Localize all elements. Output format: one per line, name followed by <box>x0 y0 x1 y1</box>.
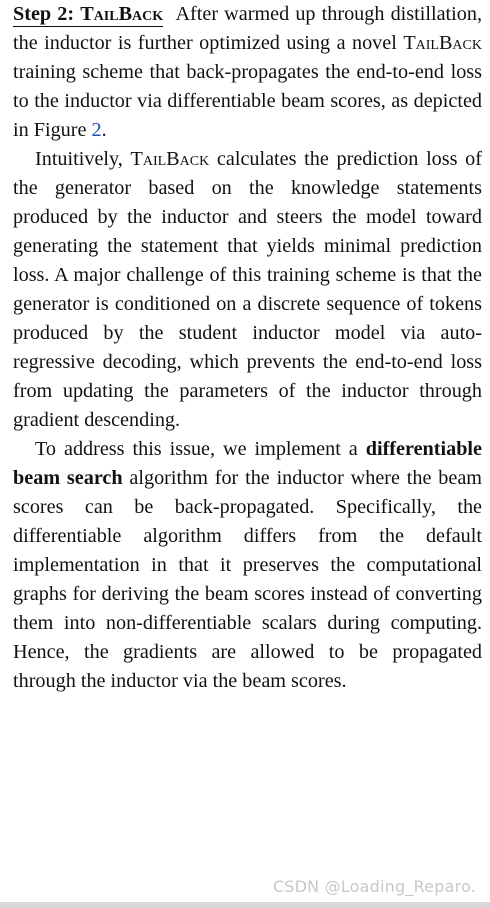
paragraph-differentiable-beam-search <box>13 435 482 696</box>
paragraph-step-2 <box>13 0 482 145</box>
method-name: TailBack <box>403 32 482 54</box>
paper-column <box>13 0 482 696</box>
method-name: TailBack <box>130 148 210 170</box>
bold-term: differentiable beam search <box>13 438 482 489</box>
paragraph-text: calculates the prediction loss of the generator based on the knowledge statements produced by the inductor and steers the model toward generating the statement that yields minimal prediction loss. A major challenge of this training scheme is that the generator is conditioned on a discrete sequence of tokens produced by the student inductor model via auto-regressive decoding, which prevents the end-to-end loss from updating the parameters of the inductor through gradient descending. <box>13 148 482 431</box>
bottom-divider <box>0 902 490 908</box>
paragraph-text: . <box>101 119 107 141</box>
paragraph-text: To address this issue, we implement a <box>35 438 366 460</box>
paragraph-text: After warmed up through distillation, the inductor is further optimized using a novel <box>13 3 482 54</box>
watermark-text: CSDN @Loading_Reparo. <box>272 877 476 896</box>
paragraph-intuition <box>13 145 482 435</box>
paragraph-text: algorithm for the inductor where the beam scores can be back-propagated. Specifically, the differentiable algorithm differs from the default implementation in that it preserves the computational graphs for deriving the beam scores instead of converting them into non-differentiable scalars during computing. Hence, the gradients are allowed to be propagated through the inductor via the beam scores. <box>13 467 482 692</box>
step-prefix: Step 2: <box>13 3 81 25</box>
paragraph-text: training scheme that back-propagates the end-to-end loss to the inductor via differentiable beam scores, as depicted in Figure <box>13 61 482 141</box>
figure-reference-link[interactable]: 2 <box>91 119 102 141</box>
step-method-name: TailBack <box>80 3 164 25</box>
step-heading <box>13 3 163 27</box>
paragraph-text: Intuitively, <box>35 148 131 170</box>
